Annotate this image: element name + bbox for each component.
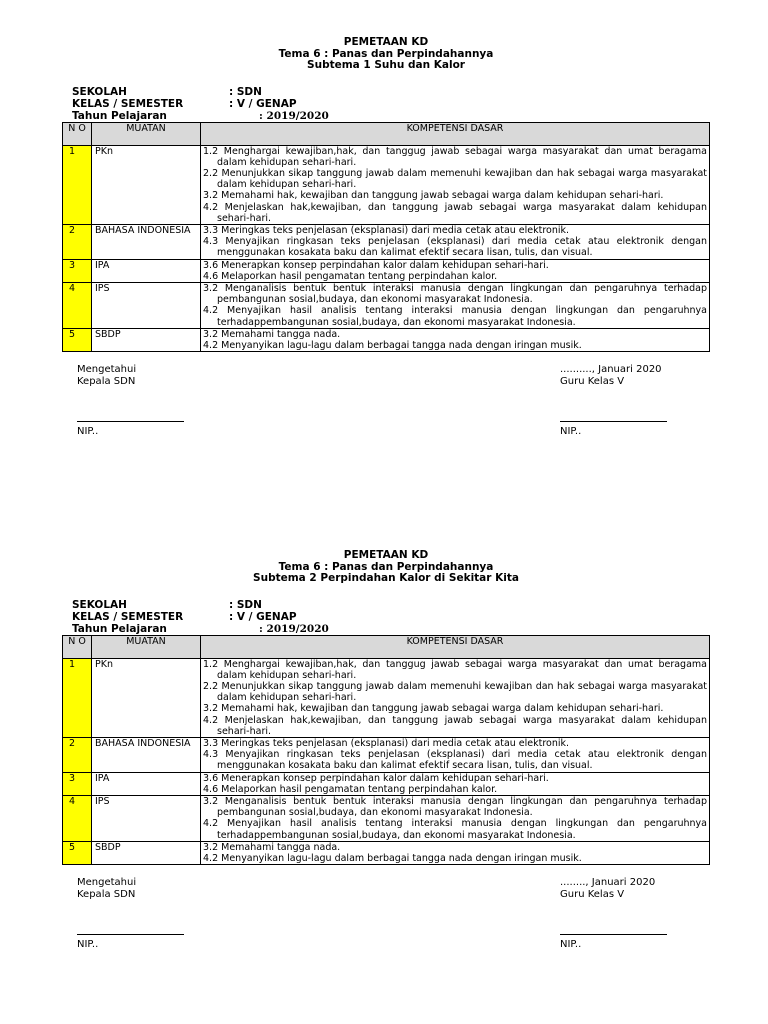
tahun-value: : 2019/2020 (259, 622, 329, 635)
row-no: 2 (63, 224, 92, 259)
date-label: ........, Januari 2020 (560, 877, 656, 889)
row-no: 3 (63, 772, 92, 795)
kepala-label: Kepala SDN (77, 376, 136, 388)
kelas-label: KELAS / SEMESTER (72, 610, 184, 623)
kd-item: 2.2 Menunjukkan sikap tanggung jawab dalam memenuhi kewajiban dan hak sebagai warga masyarakat dalam kehidupan sehari-hari. (203, 680, 707, 704)
signature-block (62, 877, 710, 977)
row-no: 3 (63, 259, 92, 282)
table-row (63, 328, 710, 351)
kd-item: 4.2 Menyanyikan lagu-lagu dalam berbagai tangga nada dengan iringan musik. (203, 852, 582, 864)
sekolah-value: : SDN (229, 598, 262, 611)
tahun-label: Tahun Pelajaran (72, 622, 167, 635)
header-muatan: MUATAN (92, 635, 201, 658)
kd-item: 4.2 Menyajikan hasil analisis tentang interaksi manusia dengan lingkungan dan pengaruhnya terhadappembangunan sosial,budaya, dan ekonomi masyarakat Indonesia. (203, 818, 707, 841)
kd-item: 3.2 Memahami tangga nada. (203, 328, 341, 340)
row-muatan: PKn (92, 145, 201, 224)
table-row (63, 841, 710, 864)
table-header-row (63, 122, 710, 145)
row-no: 1 (63, 145, 92, 224)
row-muatan: IPS (92, 795, 201, 841)
signature-line-left (77, 934, 184, 935)
header-no: N O (63, 122, 92, 145)
kd-item: 3.6 Menerapkan konsep perpindahan kalor dalam kehidupan sehari-hari. (203, 772, 549, 784)
kd-item: 1.2 Menghargai kewajiban,hak, dan tanggug jawab sebagai warga masyarakat dan umat beragama dalam kehidupan sehari-hari. (203, 658, 707, 681)
section-2 (62, 550, 710, 977)
kd-item: 4.3 Menyajikan ringkasan teks penjelasan (eksplanasi) dari media cetak atau elektronik dengan menggunakan kosakata baku dan kalimat efektif secara lisan, tulis, dan visual. (203, 749, 707, 772)
row-muatan: PKn (92, 658, 201, 737)
kepala-label: Kepala SDN (77, 889, 136, 901)
row-muatan: SBDP (92, 328, 201, 351)
signature-line-right (560, 421, 667, 422)
kd-item: 4.2 Menjelaskan hak,kewajiban, dan tanggung jawab sebagai warga masyarakat dalam kehidupan sehari-hari. (203, 714, 707, 737)
sekolah-value: : SDN (229, 85, 262, 98)
guru-label: Guru Kelas V (560, 376, 625, 388)
signature-left (77, 364, 136, 388)
kd-item: 3.6 Menerapkan konsep perpindahan kalor dalam kehidupan sehari-hari. (203, 259, 549, 271)
row-kd (201, 795, 710, 841)
section-1 (62, 37, 710, 464)
row-kd (201, 772, 710, 795)
row-no: 4 (63, 795, 92, 841)
guru-label: Guru Kelas V (560, 889, 625, 901)
row-no: 4 (63, 282, 92, 328)
tema-title: Tema 6 : Panas dan Perpindahannya (278, 47, 494, 60)
row-kd (201, 282, 710, 328)
tema-title: Tema 6 : Panas dan Perpindahannya (278, 560, 494, 573)
header-kd: KOMPETENSI DASAR (201, 635, 710, 658)
row-kd (201, 259, 710, 282)
kd-item: 3.2 Memahami hak, kewajiban dan tanggung jawab sebagai warga dalam kehidupan sehari-hari. (203, 703, 664, 715)
date-label: .........., Januari 2020 (560, 364, 662, 376)
document-title: PEMETAAN KD (343, 36, 429, 48)
mengetahui-label: Mengetahui (77, 877, 137, 889)
row-kd (201, 841, 710, 864)
row-muatan: BAHASA INDONESIA (92, 737, 201, 772)
row-kd (201, 658, 710, 737)
row-kd (201, 737, 710, 772)
row-muatan: IPS (92, 282, 201, 328)
nip-right: NIP.. (560, 426, 582, 438)
kd-item: 4.2 Menjelaskan hak,kewajiban, dan tanggung jawab sebagai warga masyarakat dalam kehidupan sehari-hari. (203, 201, 707, 224)
kd-item: 4.6 Melaporkan hasil pengamatan tentang perpindahan kalor. (203, 783, 498, 795)
kelas-value: : V / GENAP (229, 97, 297, 110)
kd-item: 3.2 Menganalisis bentuk bentuk interaksi manusia dengan lingkungan dan pengaruhnya terhadap pembangunan sosial,budaya, dan ekonomi masyarakat Indonesia. (203, 795, 707, 819)
kd-table (62, 122, 710, 353)
table-row (63, 145, 710, 224)
header-muatan: MUATAN (92, 122, 201, 145)
mengetahui-label: Mengetahui (77, 364, 137, 376)
nip-right: NIP.. (560, 939, 582, 951)
signature-left (77, 877, 136, 901)
school-info (62, 599, 710, 635)
row-muatan: IPA (92, 259, 201, 282)
table-row (63, 795, 710, 841)
table-row (63, 658, 710, 737)
row-kd (201, 224, 710, 259)
kelas-value: : V / GENAP (229, 610, 297, 623)
table-header-row (63, 635, 710, 658)
row-kd (201, 145, 710, 224)
row-no: 1 (63, 658, 92, 737)
tahun-label: Tahun Pelajaran (72, 109, 167, 122)
nip-left: NIP.. (77, 939, 99, 951)
sekolah-label: SEKOLAH (72, 85, 127, 98)
signature-line-left (77, 421, 184, 422)
table-row (63, 259, 710, 282)
school-info (62, 86, 710, 122)
tahun-value: : 2019/2020 (259, 109, 329, 122)
row-muatan: SBDP (92, 841, 201, 864)
document-title: PEMETAAN KD (343, 549, 429, 561)
signature-line-right (560, 934, 667, 935)
row-no: 2 (63, 737, 92, 772)
subtema-title: Subtema 2 Perpindahan Kalor di Sekitar Kita (253, 572, 519, 584)
kd-item: 4.6 Melaporkan hasil pengamatan tentang perpindahan kalor. (203, 270, 498, 282)
kelas-label: KELAS / SEMESTER (72, 97, 184, 110)
kd-item: 3.2 Memahami tangga nada. (203, 841, 341, 853)
kd-item: 3.3 Meringkas teks penjelasan (eksplanasi) dari media cetak atau elektronik. (203, 224, 570, 236)
signature-right (560, 877, 655, 901)
row-no: 5 (63, 841, 92, 864)
signature-block (62, 364, 710, 464)
row-kd (201, 328, 710, 351)
header-no: N O (63, 635, 92, 658)
row-muatan: IPA (92, 772, 201, 795)
signature-right (560, 364, 662, 388)
subtema-title: Subtema 1 Suhu dan Kalor (307, 59, 465, 71)
row-no: 5 (63, 328, 92, 351)
kd-item: 4.2 Menyanyikan lagu-lagu dalam berbagai tangga nada dengan iringan musik. (203, 339, 582, 351)
row-muatan: BAHASA INDONESIA (92, 224, 201, 259)
kd-item: 4.2 Menyajikan hasil analisis tentang interaksi manusia dengan lingkungan dan pengaruhnya terhadappembangunan sosial,budaya, dan ekonomi masyarakat Indonesia. (203, 305, 707, 328)
table-row (63, 772, 710, 795)
kd-item: 3.2 Memahami hak, kewajiban dan tanggung jawab sebagai warga dalam kehidupan sehari-hari. (203, 190, 664, 202)
table-row (63, 282, 710, 328)
kd-table (62, 635, 710, 866)
header-kd: KOMPETENSI DASAR (201, 122, 710, 145)
kd-item: 4.3 Menyajikan ringkasan teks penjelasan (eksplanasi) dari media cetak atau elektronik dengan menggunakan kosakata baku dan kalimat efektif secara lisan, tulis, dan visual. (203, 236, 707, 259)
kd-item: 3.2 Menganalisis bentuk bentuk interaksi manusia dengan lingkungan dan pengaruhnya terhadap pembangunan sosial,budaya, dan ekonomi masyarakat Indonesia. (203, 282, 707, 306)
kd-item: 1.2 Menghargai kewajiban,hak, dan tanggug jawab sebagai warga masyarakat dan umat beragama dalam kehidupan sehari-hari. (203, 145, 707, 168)
kd-item: 3.3 Meringkas teks penjelasan (eksplanasi) dari media cetak atau elektronik. (203, 737, 570, 749)
nip-left: NIP.. (77, 426, 99, 438)
table-row (63, 224, 710, 259)
sekolah-label: SEKOLAH (72, 598, 127, 611)
kd-item: 2.2 Menunjukkan sikap tanggung jawab dalam memenuhi kewajiban dan hak sebagai warga masyarakat dalam kehidupan sehari-hari. (203, 167, 707, 191)
table-row (63, 737, 710, 772)
